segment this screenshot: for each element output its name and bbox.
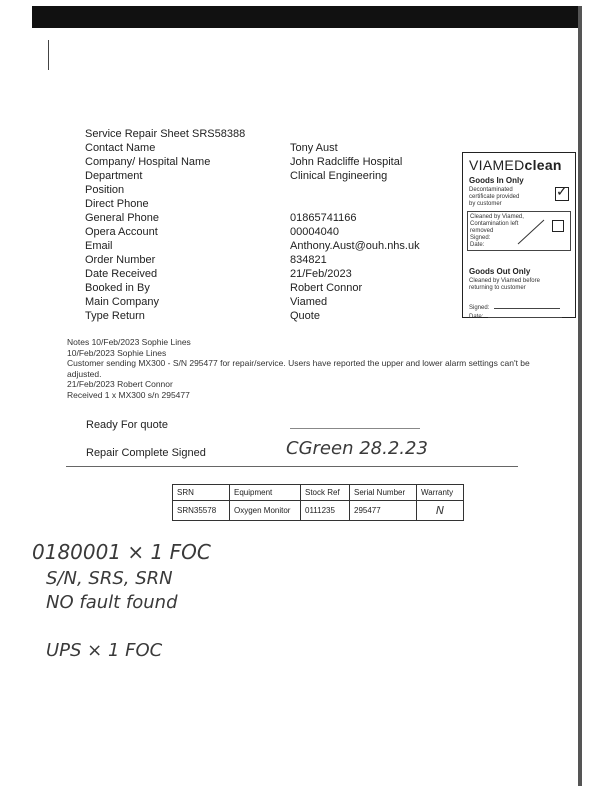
stamp-date-label: Date: [469, 314, 484, 320]
th-stock-ref: Stock Ref [301, 485, 350, 501]
label-opera-account: Opera Account [85, 226, 158, 238]
table-header-row [173, 485, 464, 501]
stamp-cleaned-line: Cleaned by Viamed, [470, 214, 524, 220]
stamp-brand-bold: clean [524, 157, 562, 173]
stamp-strike-mark [516, 218, 546, 246]
value-main-company: Viamed [290, 296, 328, 308]
stamp-goods-in-text [469, 187, 519, 208]
label-direct-phone: Direct Phone [85, 198, 149, 210]
stamp-date-row [469, 305, 569, 323]
label-department: Department [85, 170, 143, 182]
th-warranty: Warranty [417, 485, 464, 501]
field-values [290, 141, 420, 323]
cell-srn: SRN35578 [173, 501, 230, 521]
handwritten-line: S/N, SRS, SRN [46, 568, 173, 589]
label-type-return: Type Return [85, 310, 145, 322]
cell-serial-number: 295477 [350, 501, 417, 521]
stamp-cleaned-line: Date: [470, 242, 485, 248]
label-main-company: Main Company [85, 296, 159, 308]
label-company: Company/ Hospital Name [85, 156, 211, 168]
viamed-clean-stamp [462, 152, 576, 318]
label-general-phone: General Phone [85, 212, 159, 224]
stamp-goods-in-line: certificate provided [469, 194, 520, 200]
stamp-cleaned-line: Contamination left [470, 221, 519, 227]
sheet-title: Service Repair Sheet SRS58388 [85, 128, 246, 140]
value-position [290, 183, 420, 197]
stamp-goods-in-line: Decontaminated [469, 187, 513, 193]
equipment-table-wrap [172, 484, 464, 521]
value-date-received: 21/Feb/2023 [290, 268, 352, 280]
notes-line: 10/Feb/2023 Sophie Lines [67, 347, 167, 358]
label-booked-in-by: Booked in By [85, 282, 150, 294]
handwritten-line: 0180001 × 1 FOC [32, 540, 211, 564]
stamp-check-mark: ✓ [556, 183, 568, 199]
table-row [173, 501, 464, 521]
th-srn: SRN [173, 485, 230, 501]
stamp-checkbox [555, 183, 569, 201]
value-email: Anthony.Aust@ouh.nhs.uk [290, 240, 420, 252]
ready-for-quote: Ready For quote [86, 419, 168, 431]
field-labels [85, 141, 210, 323]
stamp-cleaned-line: Signed: [470, 235, 491, 241]
repair-signature: CGreen 28.2.23 [286, 438, 428, 459]
stamp-cleaned-checkbox [552, 220, 564, 232]
stamp-goods-in-line: by customer [469, 201, 502, 207]
divider [66, 466, 518, 467]
cell-equipment: Oxygen Monitor [230, 501, 301, 521]
repair-complete-signed: Repair Complete Signed [86, 447, 206, 459]
notes-line: Received 1 x MX300 s/n 295477 [67, 389, 190, 400]
scan-right-border [578, 6, 582, 786]
handwritten-line: UPS × 1 FOC [46, 640, 163, 661]
stamp-brand [469, 157, 562, 173]
stamp-goods-out-line: Cleaned by Viamed before [469, 278, 540, 284]
value-order-number: 834821 [290, 254, 327, 266]
ready-signature-line [290, 428, 420, 429]
label-position: Position [85, 184, 125, 196]
value-contact-name: Tony Aust [290, 142, 338, 154]
value-direct-phone [290, 197, 420, 211]
equipment-table [172, 484, 464, 521]
notes-line: adjusted. [67, 368, 102, 379]
cell-stock-ref: 0111235 [301, 501, 350, 521]
scan-mark [48, 40, 49, 70]
value-company: John Radcliffe Hospital [290, 156, 403, 168]
cell-warranty: N [417, 501, 464, 521]
th-serial-number: Serial Number [350, 485, 417, 501]
stamp-cleaned-box [467, 211, 571, 251]
value-general-phone: 01865741166 [290, 212, 357, 224]
label-email: Email [85, 240, 113, 252]
value-type-return: Quote [290, 310, 320, 322]
label-order-number: Order Number [85, 254, 156, 266]
handwritten-line: NO fault found [46, 592, 178, 613]
notes-line: Customer sending MX300 - S/N 295477 for repair/service. Users have reported the upper and lower alarm settings can't be [67, 358, 530, 368]
value-opera-account: 00004040 [290, 226, 339, 238]
notes-line: Notes 10/Feb/2023 Sophie Lines [67, 337, 191, 347]
th-equipment: Equipment [230, 485, 301, 501]
value-department: Clinical Engineering [290, 170, 388, 182]
label-contact-name: Contact Name [85, 142, 156, 154]
stamp-cleaned-line: removed [470, 228, 494, 234]
stamp-signed-label: Signed: [469, 305, 490, 311]
value-booked-in-by: Robert Connor [290, 282, 363, 294]
stamp-goods-out: Goods Out Only [469, 267, 531, 276]
stamp-goods-in: Goods In Only [469, 176, 524, 185]
stamp-goods-out-line: returning to customer [469, 285, 526, 291]
stamp-brand-light: VIAMED [469, 157, 525, 173]
notes-line: 21/Feb/2023 Robert Connor [67, 379, 173, 389]
label-date-received: Date Received [85, 268, 158, 280]
notes [67, 337, 530, 400]
scan-top-border [32, 6, 580, 28]
